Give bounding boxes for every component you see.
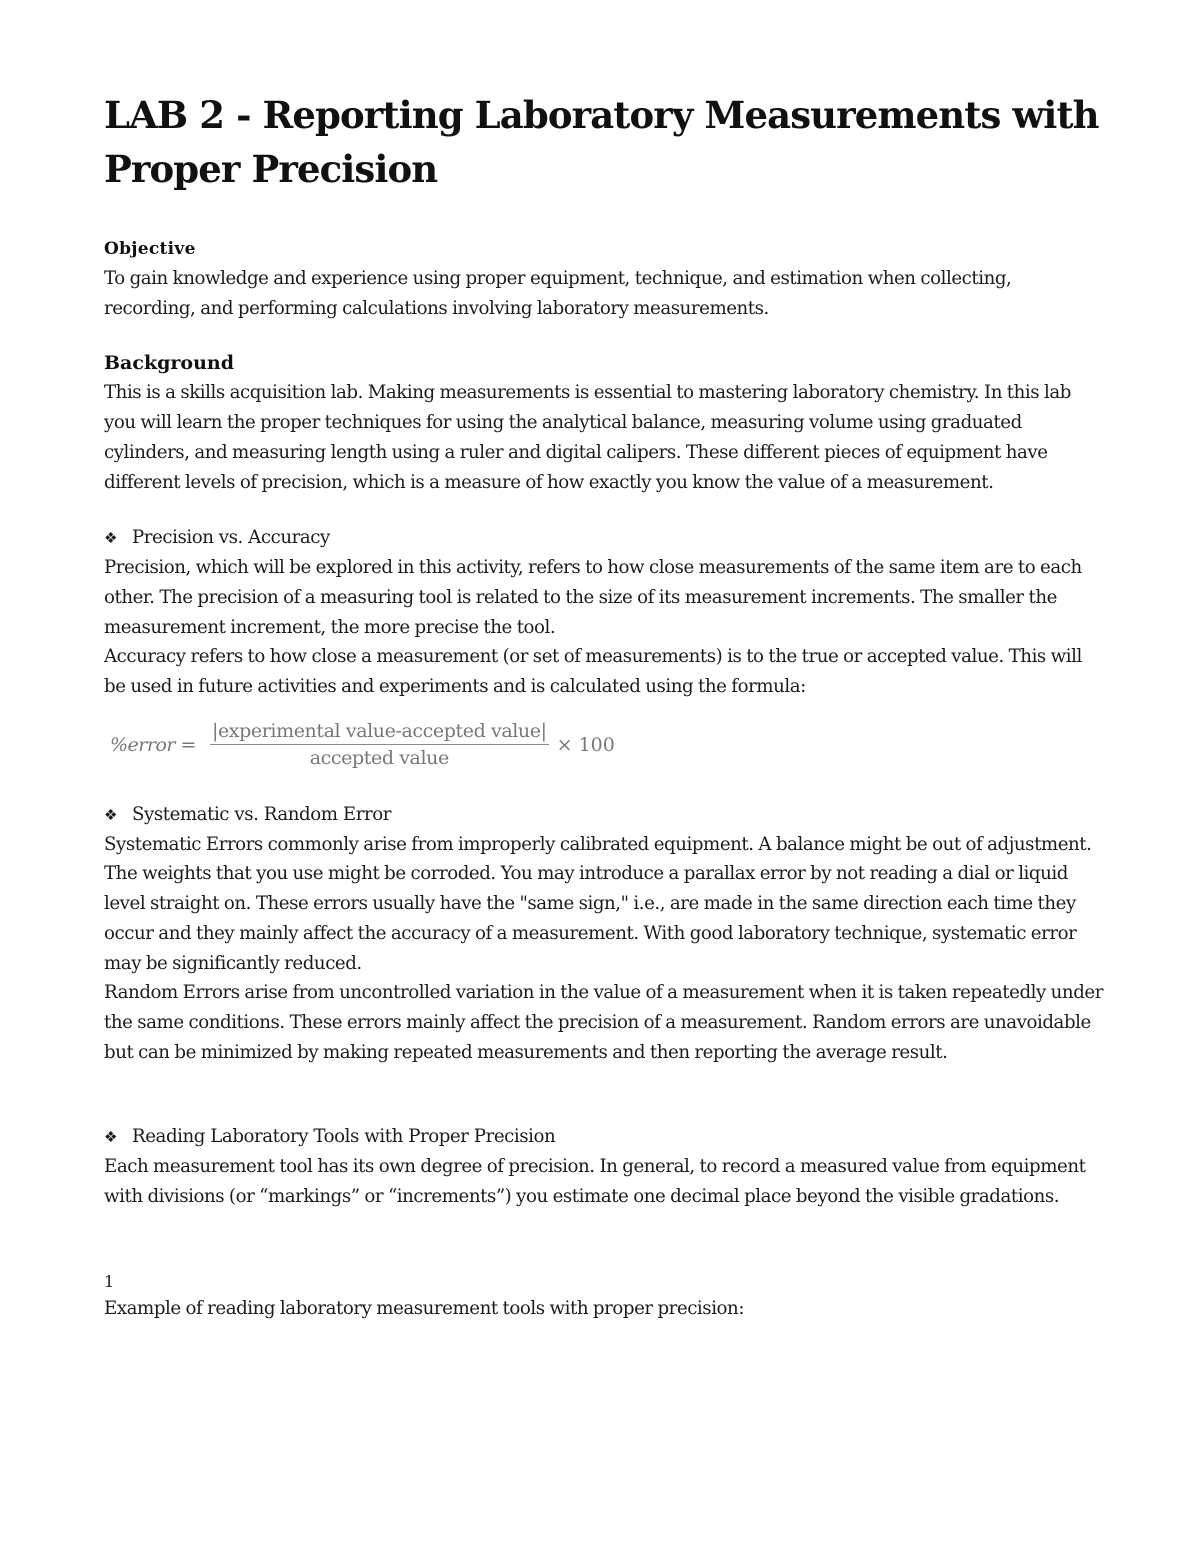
formula-fraction	[210, 720, 549, 769]
systematic-random-heading	[104, 800, 1104, 830]
reading-tools-heading-text: Reading Laboratory Tools with Proper Precision	[132, 1126, 556, 1148]
systematic-random-heading-text: Systematic vs. Random Error	[132, 803, 391, 825]
page-number: 1	[104, 1271, 115, 1291]
reading-tools-heading	[104, 1122, 1104, 1152]
precision-accuracy-heading	[104, 523, 1104, 553]
accuracy-text: Accuracy refers to how close a measurement (or set of measurements) is to the true or accepted value. This will be used in future activities and experiments and is calculated using the formula:	[104, 646, 1082, 698]
formula-lhs: %error =	[110, 733, 196, 756]
precision-text: Precision, which will be explored in this activity, refers to how close measurements of the same item are to each other. The precision of a measuring tool is related to the size of its measurement increments. The smaller the measurement increment, the more precise the tool.	[104, 557, 1082, 638]
precision-accuracy-heading-text: Precision vs. Accuracy	[132, 527, 330, 549]
formula-denominator: accepted value	[309, 747, 449, 770]
formula-multiplier: × 100	[556, 733, 615, 756]
diamond-bullet-icon: ❖	[104, 529, 117, 548]
example-text: Example of reading laboratory measurement tools with proper precision:	[104, 1297, 744, 1319]
background-text: This is a skills acquisition lab. Making measurements is essential to mastering laboratory chemistry. In this lab you will learn the proper techniques for using the analytical balance, measuring volume using graduated cylinders, and measuring length using a ruler and digital calipers. These different pieces of equipment have different levels of precision, which is a measure of how exactly you know the value of a measurement.	[104, 382, 1071, 493]
reading-tools-text: Each measurement tool has its own degree of precision. In general, to record a measured value from equipment with divisions (or “markings” or “increments”) you estimate one decimal place beyond the visible gradations.	[104, 1156, 1086, 1208]
page-title: LAB 2 - Reporting Laboratory Measurements with Proper Precision	[104, 93, 1099, 191]
systematic-error-text: Systematic Errors commonly arise from improperly calibrated equipment. A balance might be out of adjustment. The weights that you use might be corroded. You may introduce a parallax error by not reading a dial or liquid level straight on. These errors usually have the "same sign," i.e., are made in the same direction each time they occur and they mainly affect the accuracy of a measurement. With good laboratory technique, systematic error may be significantly reduced.	[104, 833, 1092, 974]
objective-heading: Objective	[104, 239, 196, 259]
diamond-bullet-icon: ❖	[104, 805, 117, 824]
formula-numerator: |experimental value-accepted value|	[210, 720, 549, 745]
percent-error-formula	[110, 716, 1104, 774]
background-heading: Background	[104, 352, 234, 375]
random-error-text: Random Errors arise from uncontrolled variation in the value of a measurement when it is taken repeatedly under the same conditions. These errors mainly affect the precision of a measurement. Random errors are unavoidable but can be minimized by making repeated measurements and then reporting the average result.	[104, 982, 1103, 1063]
document-page	[104, 88, 1104, 1323]
diamond-bullet-icon: ❖	[104, 1128, 117, 1147]
objective-text: To gain knowledge and experience using proper equipment, technique, and estimation when collecting, recording, and performing calculations involving laboratory measurements.	[104, 268, 1012, 319]
